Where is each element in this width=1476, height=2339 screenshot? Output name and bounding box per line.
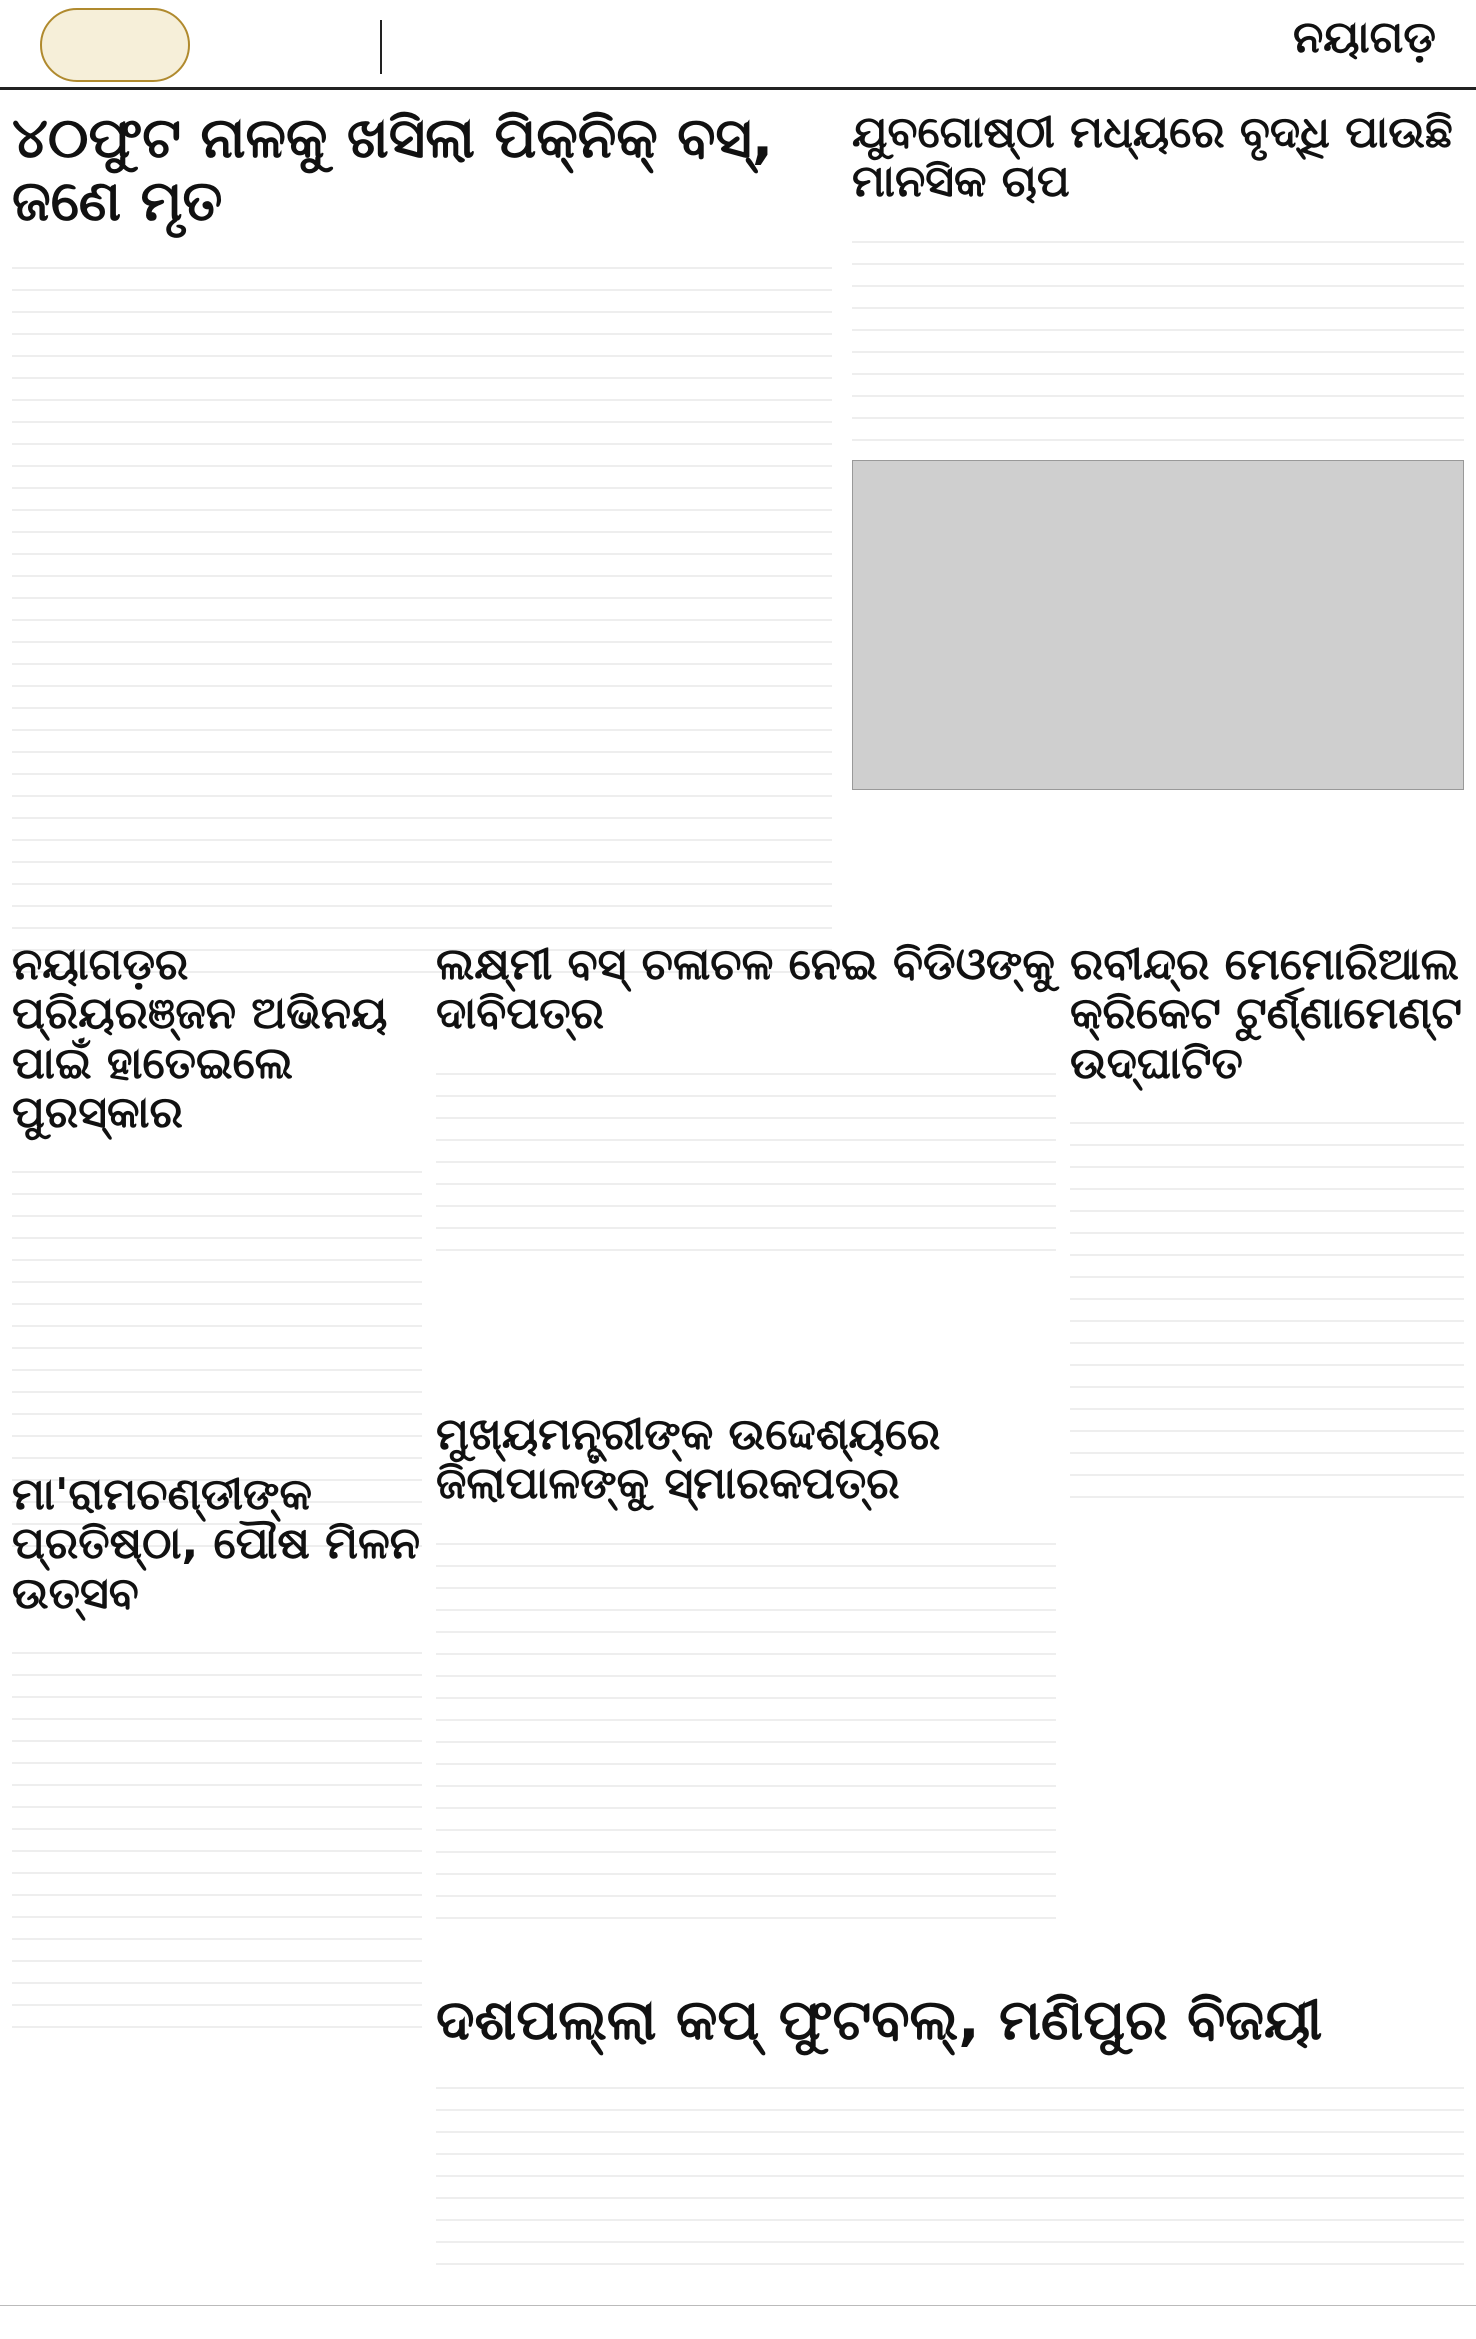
headline: ନୟାଗଡ଼ର ପ୍ରିୟରଞ୍ଜନ ଅଭିନୟ ପାଇଁ ହାତେଇଲେ ପୁରସ୍କାର — [12, 939, 388, 1138]
story-memorandum — [436, 1410, 1056, 1910]
story-bus-demand — [436, 940, 1056, 1240]
story-ramachandi — [12, 1470, 422, 1970]
masthead — [0, 0, 1476, 90]
section-title: ନୟାଗଡ଼ — [1292, 12, 1436, 63]
story-bus-accident — [12, 108, 832, 928]
headline: ରବୀନ୍ଦ୍ର ମେମୋରିଆଲ କ୍ରିକେଟ ଟୁର୍ଣ୍ଣାମେଣ୍ଟ ଉଦ୍‌ଘାଟିତ — [1070, 939, 1463, 1089]
divider — [380, 20, 382, 74]
headline: ମା'ରାମଚଣ୍ଡୀଙ୍କ ପ୍ରତିଷ୍ଠା, ପୌଷ ମିଳନ ଉତ୍ସବ — [12, 1469, 421, 1619]
story-body — [12, 1632, 422, 2042]
story-body — [852, 221, 1464, 471]
story-football — [436, 1990, 1464, 2290]
story-body — [436, 1053, 1056, 1263]
story-youth-stress — [852, 108, 1464, 448]
headline: ଲକ୍ଷ୍ମୀ ବସ୍ ଚଳାଚଳ ନେଇ ବିଡିଓଙ୍କୁ ଦାବିପତ୍ର — [436, 939, 1055, 1040]
seminar-photo — [852, 460, 1464, 790]
headline: ଯୁବଗୋଷ୍ଠୀ ମଧ୍ୟରେ ବୃଦ୍ଧି ପାଉଛି ମାନସିକ ଚାପ — [852, 107, 1453, 208]
story-body — [12, 247, 832, 977]
story-body — [436, 1523, 1056, 1933]
headline: ମୁଖ୍ୟମନ୍ତ୍ରୀଙ୍କ ଉଦ୍ଦେଶ୍ୟରେ ଜିଲାପାଳଙ୍କୁ ସ୍ମାରକପତ୍ର — [436, 1409, 941, 1510]
story-award — [12, 940, 422, 1430]
story-cricket — [1070, 940, 1464, 1440]
newspaper-logo — [40, 8, 190, 82]
story-body — [436, 2067, 1464, 2277]
headline: ଦଶପଲ୍ଲା କପ୍ ଫୁଟବଲ୍, ମଣିପୁର ବିଜୟୀ — [436, 1988, 1323, 2053]
story-body — [1070, 1102, 1464, 1512]
page-footer — [0, 2305, 1476, 2339]
headline: ୪୦ଫୁଟ ନାଳକୁ ଖସିଲା ପିକ୍‌ନିକ୍ ବସ୍, ଜଣେ ମୃତ — [12, 106, 774, 234]
